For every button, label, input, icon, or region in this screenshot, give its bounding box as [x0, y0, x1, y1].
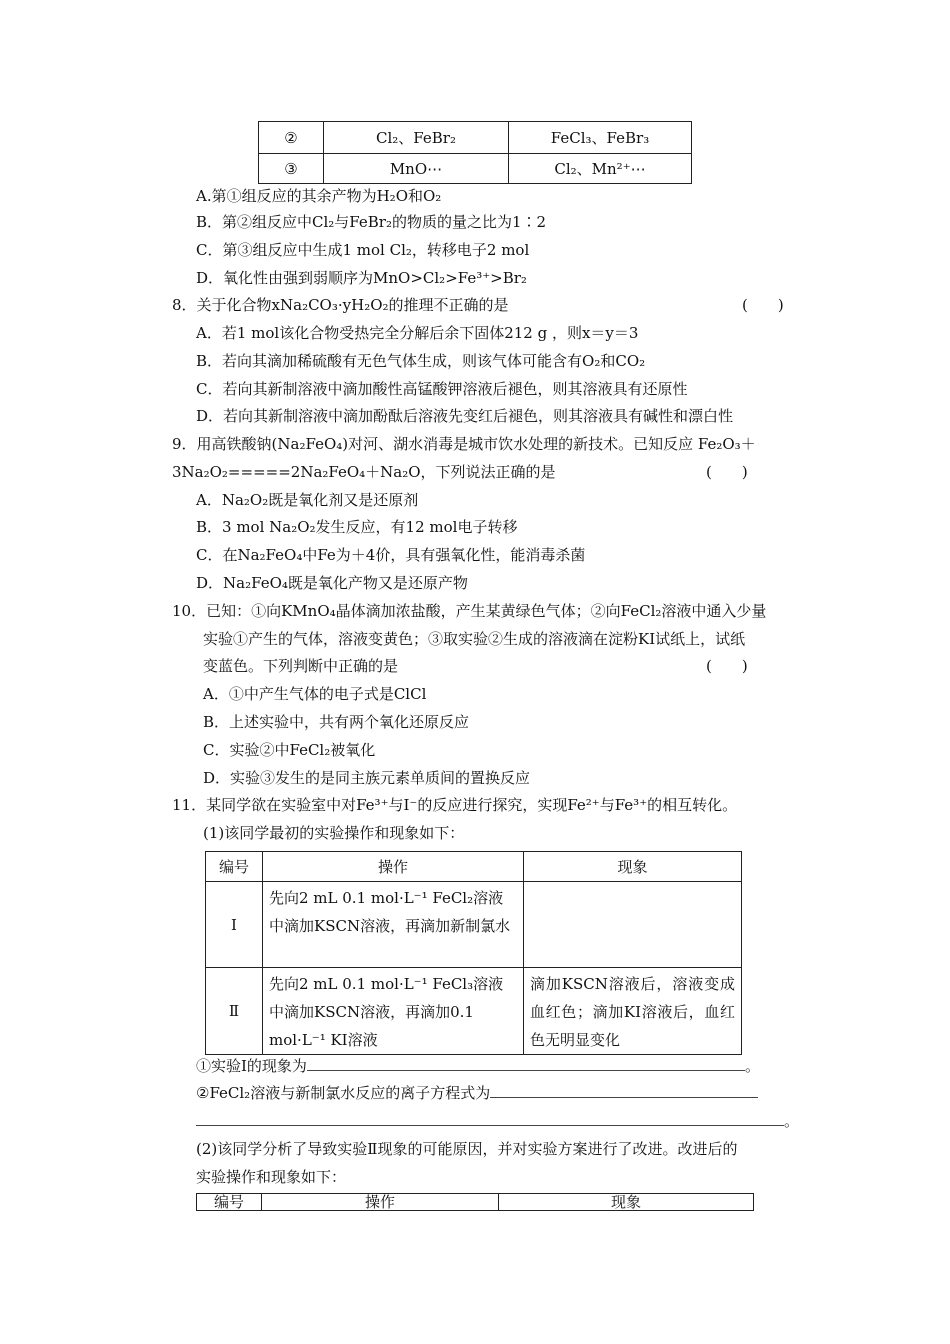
q8-option-b: B．若向其滴加稀硫酸有无色气体生成，则该气体可能含有O₂和CO₂: [196, 352, 646, 370]
table-cell: Cl₂、Mn²⁺⋯: [509, 154, 692, 184]
q7-option-c: C．第③组反应中生成1 mol Cl₂，转移电子2 mol: [196, 241, 530, 259]
q7-option-a: A.第①组反应的其余产物为H₂O和O₂: [196, 187, 442, 205]
q11-part2-line1: (2)该同学分析了导致实验Ⅱ现象的可能原因，并对实验方案进行了改进。改进后的: [196, 1140, 738, 1158]
q10-stem-line2: 实验①产生的气体，溶液变黄色；③取实验②生成的溶液滴在淀粉KI试纸上，试纸: [203, 630, 746, 648]
q8-stem: 8．关于化合物xNa₂CO₃·yH₂O₂的推理不正确的是: [172, 296, 509, 314]
q8-option-d: D．若向其新制溶液中滴加酚酞后溶液先变红后褪色，则其溶液具有碱性和漂白性: [196, 407, 734, 425]
fill-question-2: [196, 1083, 758, 1103]
q9-answer-paren: ( ): [706, 463, 748, 481]
q9-stem-line1: 9．用高铁酸钠(Na₂FeO₄)对河、湖水消毒是城市饮水处理的新技术。已知反应 Fe₂O₃＋: [172, 435, 756, 453]
q10-option-c: C．实验②中FeCl₂被氧化: [203, 741, 376, 759]
experiment-table-1: [205, 851, 742, 1055]
table-cell: 滴加KSCN溶液后，溶液变成血红色；滴加KI溶液后，血红色无明显变化: [524, 968, 742, 1055]
answer-blank-2b[interactable]: [196, 1111, 784, 1126]
fill-question-2-cont: [196, 1111, 799, 1131]
table-header: 操作: [262, 1194, 499, 1211]
answer-blank-2a[interactable]: [490, 1083, 758, 1098]
table-cell: 先向2 mL 0.1 mol·L⁻¹ FeCl₃溶液中滴加KSCN溶液，再滴加0.1 mol·L⁻¹ KI溶液: [263, 968, 524, 1055]
table-header: 编号: [206, 852, 263, 882]
table-cell: ③: [259, 154, 324, 184]
fill-question-1-label: ①实验Ⅰ的现象为: [196, 1057, 307, 1075]
fill-question-1: [196, 1056, 760, 1076]
table-header: 编号: [197, 1194, 262, 1211]
table-header: 操作: [263, 852, 524, 882]
q10-answer-paren: ( ): [706, 657, 748, 675]
q11-stem: 11．某同学欲在实验室中对Fe³⁺与I⁻的反应进行探究，实现Fe²⁺与Fe³⁺的相互转化。: [172, 796, 738, 814]
q9-stem-line2: 3Na₂O₂=====2Na₂FeO₄＋Na₂O，下列说法正确的是: [172, 463, 556, 481]
table-cell: [524, 882, 742, 968]
fill-question-1-end: 。: [744, 1057, 760, 1075]
q11-part1-intro: (1)该同学最初的实验操作和现象如下：: [203, 824, 465, 842]
q10-option-b: B．上述实验中，共有两个氧化还原反应: [203, 713, 470, 731]
top-table: [258, 121, 692, 184]
q8-option-a: A．若1 mol该化合物受热完全分解后余下固体212 g ，则x＝y＝3: [196, 324, 639, 342]
table-cell: Cl₂、FeBr₂: [324, 122, 509, 154]
table-header: 现象: [524, 852, 742, 882]
q7-option-b: B．第②组反应中Cl₂与FeBr₂的物质的量之比为1∶2: [196, 213, 547, 231]
q9-option-b: B．3 mol Na₂O₂发生反应，有12 mol电子转移: [196, 518, 518, 536]
table-cell: 先向2 mL 0.1 mol·L⁻¹ FeCl₂溶液中滴加KSCN溶液，再滴加新制氯水: [263, 882, 524, 968]
q8-option-c: C．若向其新制溶液中滴加酸性高锰酸钾溶液后褪色，则其溶液具有还原性: [196, 380, 688, 398]
q7-option-d: D．氧化性由强到弱顺序为MnO>Cl₂>Fe³⁺>Br₂: [196, 269, 527, 287]
q10-stem-line1: 10．已知：①向KMnO₄晶体滴加浓盐酸，产生某黄绿色气体；②向FeCl₂溶液中通入少量: [172, 602, 767, 620]
q8-answer-paren: ( ): [742, 296, 784, 314]
experiment-table-2: [196, 1193, 754, 1211]
q10-option-d: D．实验③发生的是同主族元素单质间的置换反应: [203, 769, 531, 787]
table-cell: MnO⋯: [324, 154, 509, 184]
table-cell: Ⅱ: [206, 968, 263, 1055]
q11-part2-line2: 实验操作和现象如下：: [196, 1168, 347, 1186]
fill-question-2-label: ②FeCl₂溶液与新制氯水反应的离子方程式为: [196, 1084, 491, 1102]
table-header: 现象: [499, 1194, 754, 1211]
q10-stem-line3: 变蓝色。下列判断中正确的是: [203, 657, 399, 675]
fill-question-2-end: 。: [784, 1112, 800, 1130]
q10-option-a: A．①中产生气体的电子式是ClCl: [203, 685, 427, 703]
table-cell: ②: [259, 122, 324, 154]
table-cell: FeCl₃、FeBr₃: [509, 122, 692, 154]
answer-blank-1[interactable]: [307, 1056, 745, 1071]
table-cell: Ⅰ: [206, 882, 263, 968]
q9-option-a: A．Na₂O₂既是氧化剂又是还原剂: [196, 491, 419, 509]
q9-option-d: D．Na₂FeO₄既是氧化产物又是还原产物: [196, 574, 468, 592]
q9-option-c: C．在Na₂FeO₄中Fe为＋4价，具有强氧化性，能消毒杀菌: [196, 546, 586, 564]
